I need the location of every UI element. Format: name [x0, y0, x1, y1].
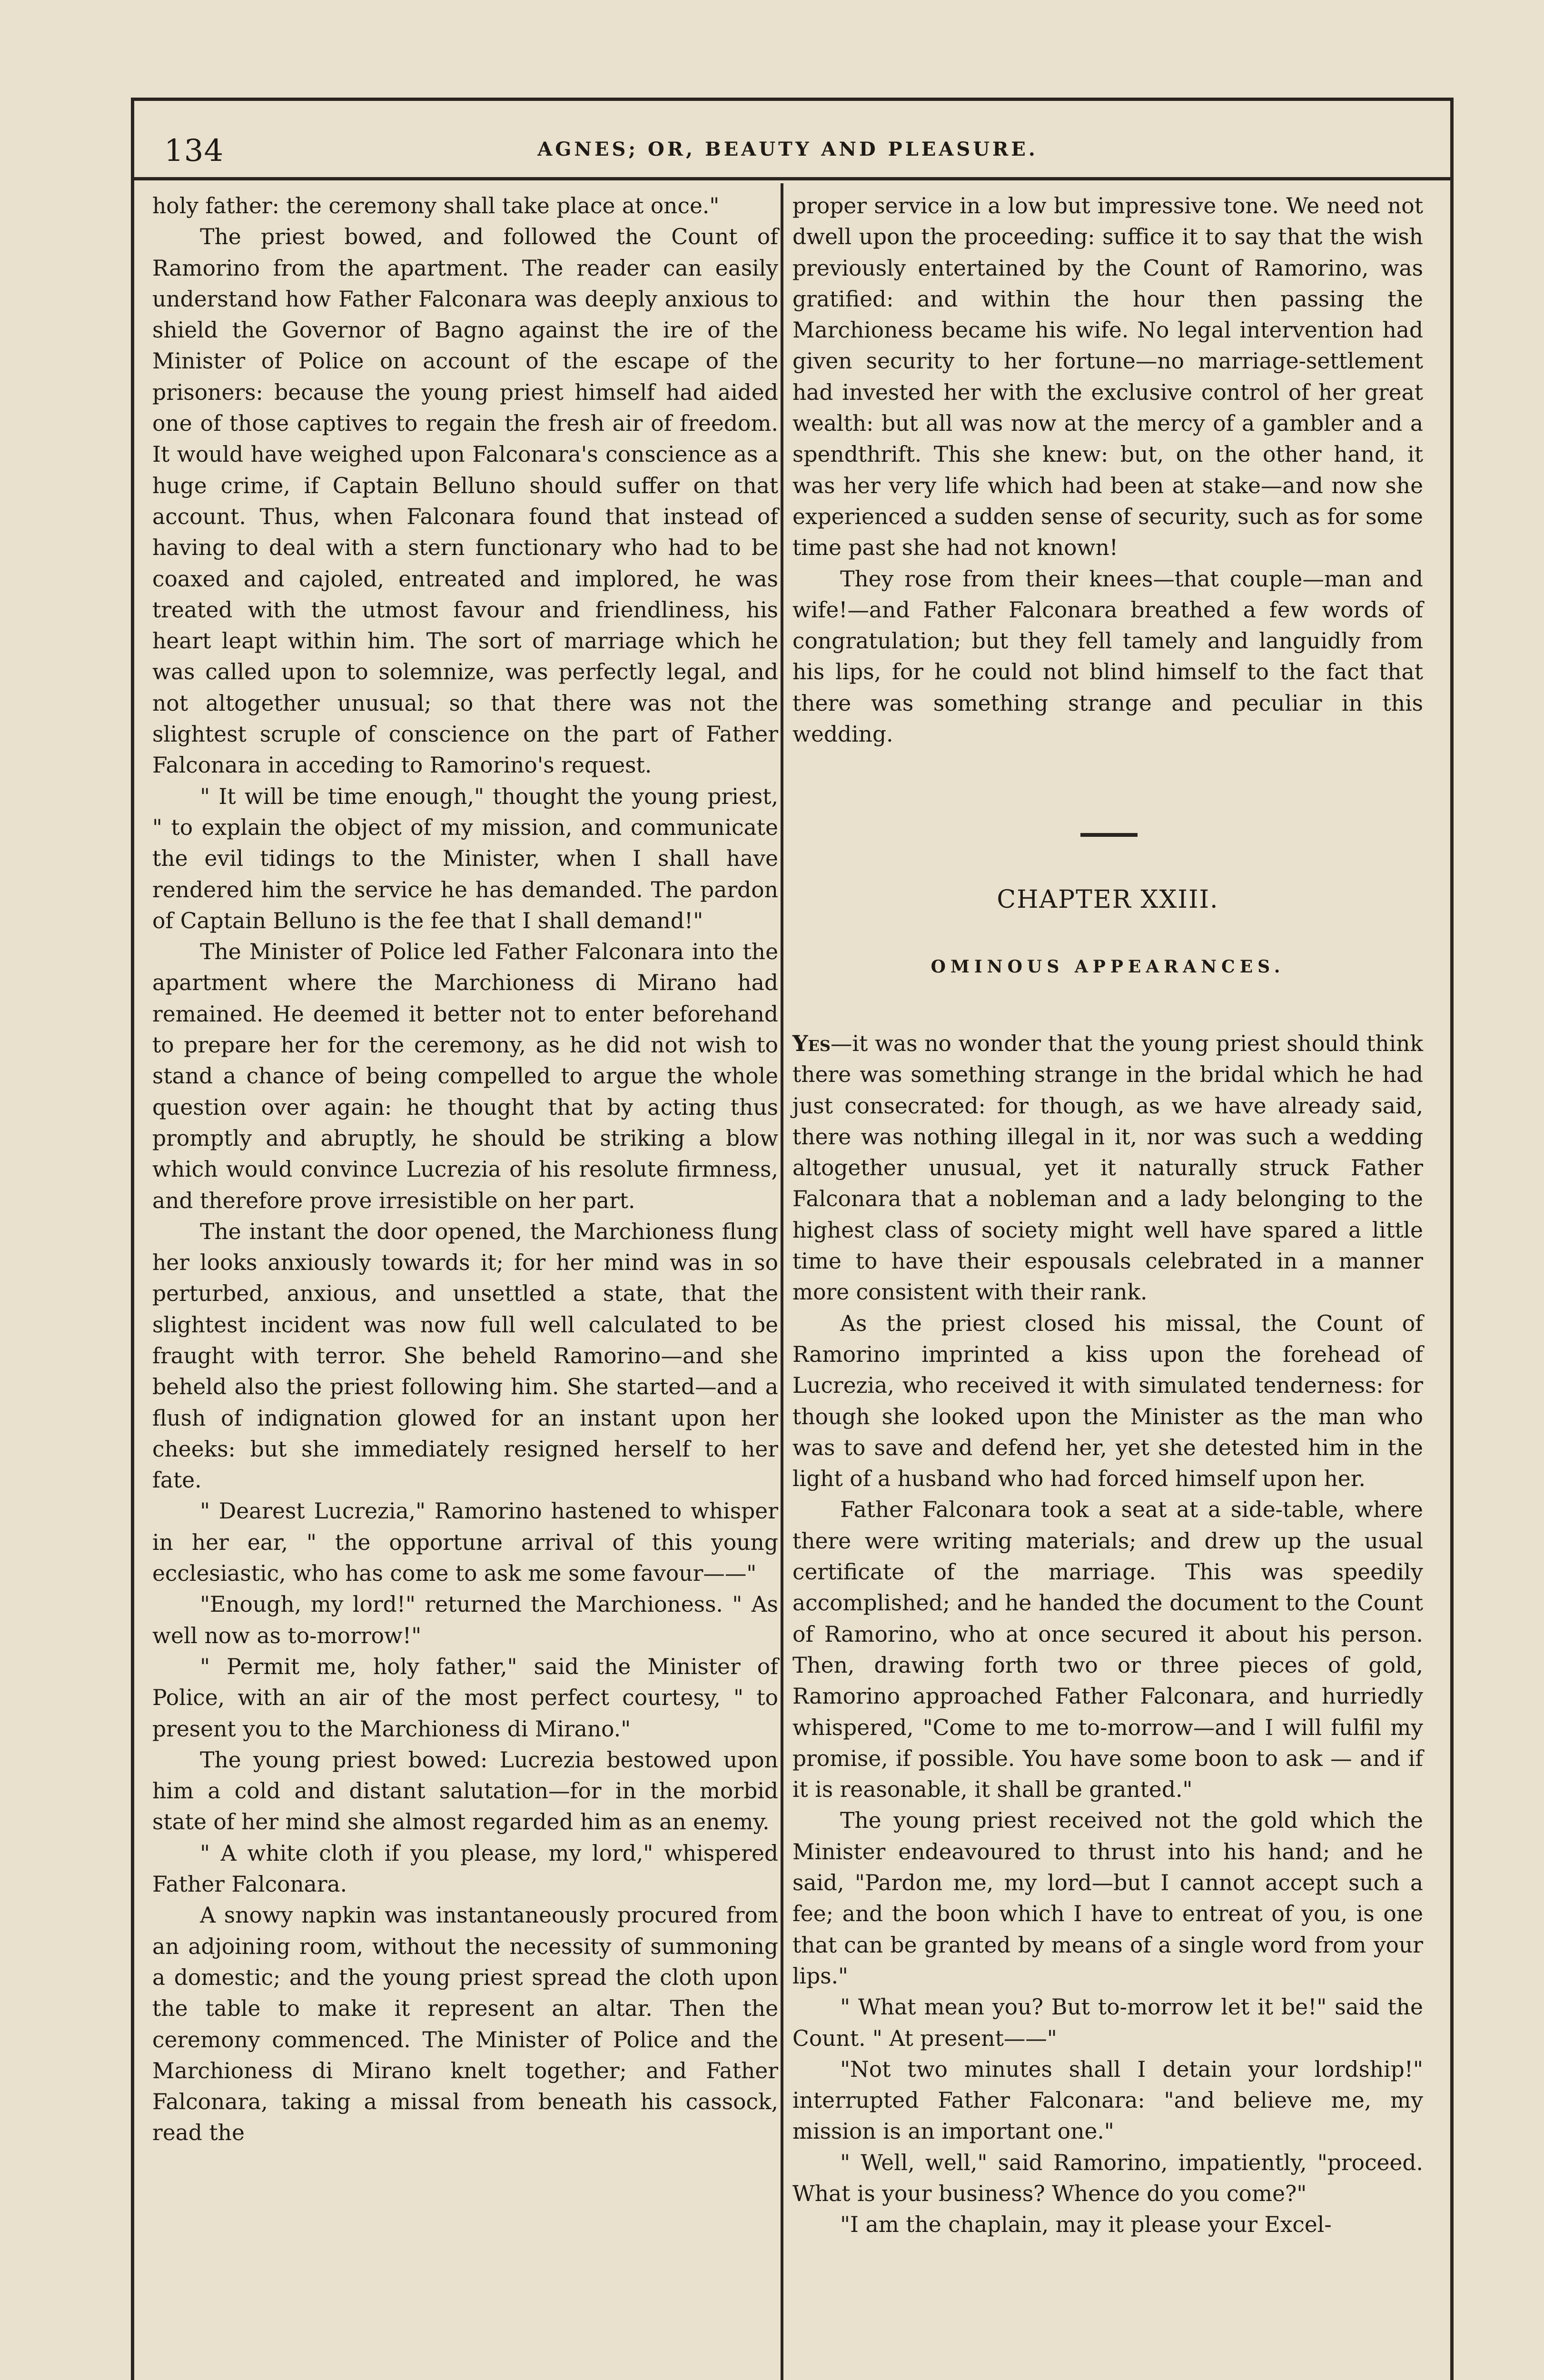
- paragraph: Father Falconara took a seat at a side-table, where there were writing materials; and drew up the usual certificate of the marriage. This was speedily accomplished; and he handed the document to the Count of Ramorino, who at once secured it about his person. Then, drawing forth two or three pieces of gold, Ramorino approached Father Falconara, and hurriedly whispered, "Come to me to-morrow—and I will fulfil my promise, if possible. You have some boon to ask — and if it is reasonable, it shall be granted.": [792, 1497, 1423, 1803]
- paragraph: proper service in a low but impressive tone. We need not dwell upon the proceeding: suffice it to say that the wish previously entertained by the Count of Ramorino, was gratified: and within the hour then passing the Marchioness became his wife. No legal intervention had given security to her fortune—no marriage-settlement had invested her with the exclusive control of her great wealth: but all was now at the mercy of a gambler and a spendthrift. This she knew: but, on the other hand, it was her very life which had been at stake—and now she experienced a sudden sense of security, such as for some time past she had not known!: [792, 193, 1423, 561]
- paragraph: The young priest received not the gold which the Minister endeavoured to thrust into his hand; and he said, "Pardon me, my lord—but I cannot accept such a fee; and the boon which I have to entreat of you, is one that can be granted by means of a single word from your lips.": [792, 1808, 1423, 1989]
- chapter-rule: [1080, 833, 1138, 837]
- paragraph: "Not two minutes shall I detain your lordship!" interrupted Father Falconara: "and believe me, my mission is an important one.": [792, 2056, 1423, 2144]
- paragraph: As the priest closed his missal, the Count of Ramorino imprinted a kiss upon the forehead of Lucrezia, who received it with simulated tenderness: for though she looked upon the Minister as the man who was to save and defend her, yet she detested him in the light of a husband who had forced himself upon her.: [792, 1310, 1423, 1492]
- paragraph: " It will be time enough," thought the young priest, " to explain the object of my mission, and communicate the evil tidings to the Minister, when I shall have rendered him the service he has demanded. The pardon of Captain Belluno is the fee that I shall demand!": [152, 783, 778, 933]
- paragraph: " Well, well," said Ramorino, impatiently, "proceed. What is your business? Whence do you come?": [792, 2150, 1423, 2206]
- column-divider: [781, 183, 783, 2380]
- page-header: [164, 133, 1411, 176]
- chapter-subtitle: OMINOUS APPEARANCES.: [930, 957, 1285, 977]
- paragraph: " Dearest Lucrezia," Ramorino hastened to whisper in her ear, " the opportune arrival of this young ecclesiastic, who has come to ask me some favour——": [152, 1498, 778, 1587]
- running-title: AGNES; OR, BEAUTY AND PLEASURE.: [537, 138, 1038, 160]
- left-column: [152, 190, 778, 2149]
- paragraph: "I am the chaplain, may it please your Excel-: [840, 2212, 1332, 2238]
- paragraph: " A white cloth if you please, my lord," whispered Father Falconara.: [152, 1840, 778, 1897]
- paragraph: The instant the door opened, the Marchioness flung her looks anxiously towards it; for her mind was in so perturbed, anxious, and unsettled a state, that the slightest incident was now full well calculated to be fraught with terror. She beheld Ramorino—and she beheld also the priest following him. She started—and a flush of indignation glowed for an instant upon her cheeks: but she immediately resigned herself to her fate.: [152, 1219, 778, 1493]
- chapter-first-paragraph: Yes—it was no wonder that the young priest should think there was something strange in the bridal which he had just consecrated: for though, as we have already said, there was nothing illegal in it, nor was such a wedding altogether unusual, yet it naturally struck Father Falconara that a nobleman and a lady belonging to the highest class of society might well have spared a little time to have their espousals celebrated in a manner more consistent with their rank.: [792, 1031, 1423, 1305]
- paragraph: They rose from their knees—that couple—man and wife!—and Father Falconara breathed a few words of congratulation; but they fell tamely and languidly from his lips, for he could not blind himself to the fact that there was something strange and peculiar in this wedding.: [792, 566, 1423, 747]
- right-column-bottom: [792, 1028, 1423, 2241]
- paragraph: The priest bowed, and followed the Count of Ramorino from the apartment. The reader can easily understand how Father Falconara was deeply anxious to shield the Governor of Bagno against the ire of the Minister of Police on account of the escape of the prisoners: because the young priest himself had aided one of those captives to regain the fresh air of freedom. It would have weighed upon Falconara's conscience as a huge crime, if Captain Belluno should suffer on that account. Thus, when Falconara found that instead of having to deal with a stern functionary who had to be coaxed and cajoled, entreated and implored, he was treated with the utmost favour and friendliness, his heart leapt within him. The sort of marriage which he was called upon to solemnize, was perfectly legal, and not altogether unusual; so that there was not the slightest scruple of conscience on the part of Father Falconara in acceding to Ramorino's request.: [152, 224, 778, 778]
- header-rule: [131, 177, 1454, 180]
- paragraph: " What mean you? But to-morrow let it be!" said the Count. " At present——": [792, 1994, 1423, 2051]
- paragraph: The young priest bowed: Lucrezia bestowed upon him a cold and distant salutation—for in the morbid state of her mind she almost regarded him as an enemy.: [152, 1747, 778, 1835]
- paragraph: The Minister of Police led Father Falconara into the apartment where the Marchioness di Mirano had remained. He deemed it better not to enter beforehand to prepare her for the ceremony, as he did not wish to stand a chance of being compelled to argue the whole question over again: he thought that by acting thus promptly and abruptly, he should be striking a blow which would convince Lucrezia of his resolute firmness, and therefore prove irresistible on her part.: [152, 939, 778, 1213]
- drop-word: Yes: [792, 1031, 831, 1056]
- paragraph: holy father: the ceremony shall take place at once.": [152, 193, 720, 218]
- paragraph: "Enough, my lord!" returned the Marchioness. " As well now as to-morrow!": [152, 1592, 778, 1648]
- chapter-heading: CHAPTER XXIII.: [997, 885, 1219, 914]
- paragraph: A snowy napkin was instantaneously procured from an adjoining room, without the necessity of summoning a domestic; and the young priest spread the cloth upon the table to make it represent an altar. Then the ceremony commenced. The Minister of Police and the Marchioness di Mirano knelt together; and Father Falconara, taking a missal from beneath his cassock, read the: [152, 1903, 778, 2146]
- right-column-top: [792, 190, 1423, 750]
- page-number: 134: [164, 133, 224, 169]
- paragraph: " Permit me, holy father," said the Minister of Police, with an air of the most perfect courtesy, " to present you to the Marchioness di Mirano.": [152, 1654, 778, 1742]
